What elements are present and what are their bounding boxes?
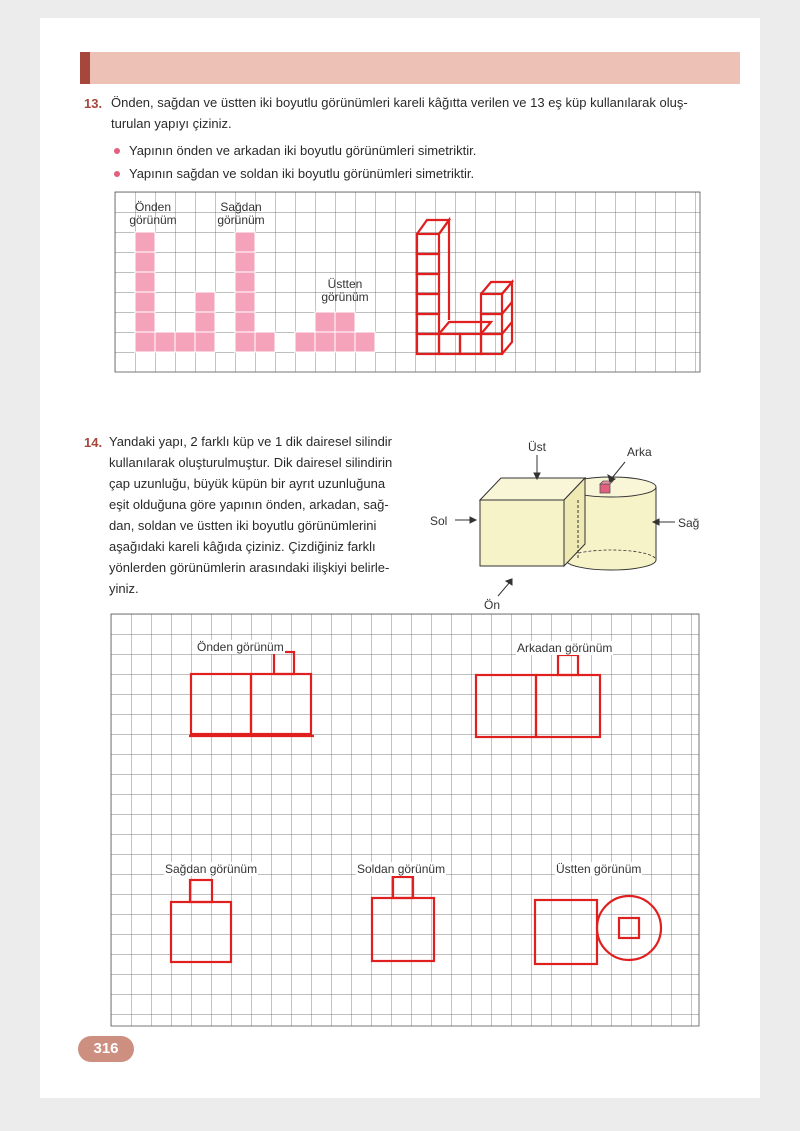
q14-label-left: Sol (430, 514, 448, 528)
q14-line-7: yönlerden görünümlerin arasındaki ilişkiyi belirle- (109, 560, 390, 575)
q14-grid-label-back: Arkadan görünüm (517, 641, 613, 655)
q14-grid-label-front: Önden görünüm (197, 640, 284, 654)
q14-line-6: aşağıdaki kareli kâğıda çiziniz. Çizdiğiniz farklı (109, 539, 376, 554)
q13-label-top-1: Üstten (327, 277, 363, 291)
q13-label-right-1: Sağdan (220, 200, 262, 214)
q14-label-back: Arka (627, 445, 652, 459)
q13-text-line2: turulan yapıyı çiziniz. (111, 116, 232, 131)
q14-line-8: yiniz. (109, 581, 139, 596)
q14-grid-label-left: Soldan görünüm (357, 862, 446, 876)
q13-label-front-1: Önden (134, 200, 172, 214)
q13-number: 13. (84, 96, 103, 111)
q14-line-5: dan, soldan ve üstten iki boyutlu görünümlerini (109, 518, 377, 533)
q13-text-line1: Önden, sağdan ve üstten iki boyutlu görünümleri kareli kâğıtta verilen ve 13 eş küp kullanılarak oluş- (111, 95, 688, 110)
q13-bullet-2: Yapının sağdan ve soldan iki boyutlu görünümleri simetriktir. (114, 166, 474, 181)
q14-label-front: Ön (484, 598, 501, 612)
q14-line-1: Yandaki yapı, 2 farklı küp ve 1 dik dairesel silindir (109, 434, 393, 449)
q14-line-2: kullanılarak oluşturulmuştur. Dik dairesel silindirin (109, 455, 393, 470)
q13-label-front-2: görünüm (129, 213, 177, 227)
q13-label-right-2: görünüm (217, 213, 265, 227)
q14-line-4: eşit olduğuna göre yapının önden, arkadan, sağ- (109, 497, 389, 512)
page-number: 316 (78, 1036, 134, 1062)
q14-label-top: Üst (528, 440, 546, 454)
q14-grid-label-right: Sağdan görünüm (165, 862, 258, 876)
q13-label-top-2: görünüm (321, 290, 369, 304)
q14-line-3: çap uzunluğu, büyük küpün bir ayrıt uzunluğuna (109, 476, 386, 491)
q14-grid-label-top: Üstten görünüm (556, 862, 642, 876)
q14-number: 14. (84, 435, 103, 450)
q14-label-right: Sağ (678, 516, 700, 530)
q13-bullet-1: Yapının önden ve arkadan iki boyutlu görünümleri simetriktir. (114, 143, 476, 158)
